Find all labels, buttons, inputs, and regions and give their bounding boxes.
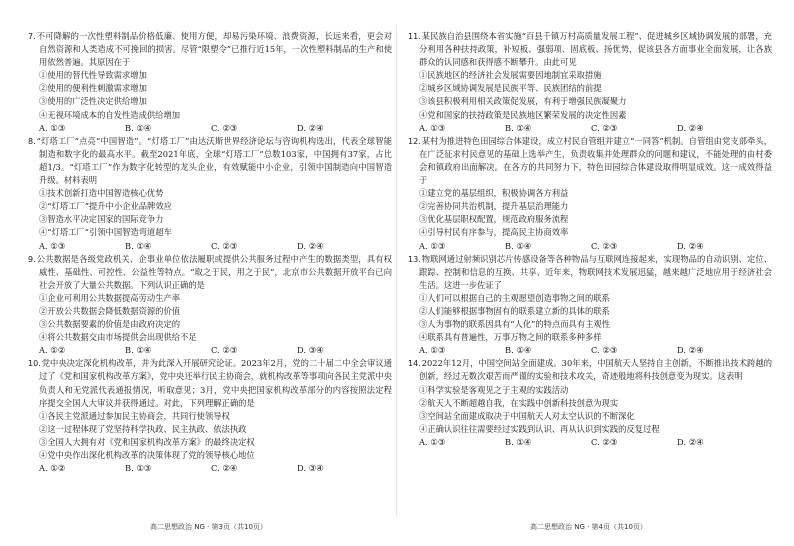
- statement-item: ③空间站全面建成取决于中国航天人对太空认识的不断深化: [419, 410, 635, 421]
- statement-item: ①使用的替代性导致需求增加: [39, 70, 147, 81]
- statement-item: ①技术创新打造中国智造核心优势: [39, 188, 164, 199]
- answer-option: C. ②③: [211, 122, 238, 133]
- question-block: [28, 357, 392, 475]
- question-stem: [28, 135, 392, 187]
- question-text: “灯塔工厂”点亮“中国智造”。“灯塔工厂”由达沃斯世界经济论坛与咨询机构选出，代表全球智能制造和数字化的最高水平。截至2021年底，全球“灯塔工厂”总数103家，中国拥有37家，占比超1/3。“灯塔工厂”作为数字化转型的龙头企业，有效赋能中小企业，引领中国制造向中国智造升级。材料表明: [36, 135, 392, 186]
- statement-item: ④正确认识往往需要经过实践到认识、再从认识到实践的反复过程: [419, 423, 660, 434]
- statement-item: ①科学实验是客观见之于主观的实践活动: [419, 384, 569, 395]
- question-number: 13.: [408, 254, 421, 264]
- answer-option: C. ②③: [591, 240, 618, 251]
- question-number: 8.: [28, 136, 36, 146]
- answer-option: D. ②④: [677, 345, 704, 356]
- right-column: [408, 30, 772, 449]
- statement-item: ①人们可以根据自己的主观愿望创造事物之间的联系: [419, 292, 610, 303]
- answer-option: C. ②③: [591, 122, 618, 133]
- answer-option: D. ②④: [677, 436, 704, 447]
- question-block: [408, 135, 772, 253]
- question-stem: [408, 253, 772, 292]
- question-text: 某民族自治县围绕本省实施“百县千镇万村高质量发展工程”、促进城乡区域协调发展的部署，充分利用各种扶持政策，补短板、强弱项、固底板、扬优势，促该县各方面事业全面发展，让各族群众的认同感和获得感不断攀升。由此可见: [419, 31, 772, 68]
- answer-option: B. ①④: [505, 436, 532, 447]
- question-block: [408, 357, 772, 449]
- statement-item: ②航天人不断超越自我，在实践中创新科技创意为现实: [419, 397, 619, 408]
- question-block: [408, 253, 772, 358]
- answer-option: D. ②④: [677, 122, 704, 133]
- question-number: 10.: [28, 359, 41, 369]
- answer-option: B. ①④: [505, 345, 532, 356]
- statement-item: ②开放公共数据会降低数据资源的价值: [39, 305, 181, 316]
- statement-item: ③使用的广泛性决定供给增加: [39, 96, 147, 107]
- answer-option: D. ②④: [677, 240, 704, 251]
- statement-item: ②人们能够根据事物固有的联系建立新的具体的联系: [419, 305, 610, 316]
- statement-item: ③公共数据要素的价值是由政府决定的: [39, 319, 181, 330]
- statement-item: ③优化基层职权配置，规范政府服务流程: [419, 214, 569, 225]
- answer-option: A. ①③: [419, 122, 446, 133]
- statement-item: ④将公共数据交由市场提供会出现供给不足: [39, 332, 197, 343]
- answer-options: [28, 122, 392, 135]
- answer-option: C. ②③: [591, 345, 618, 356]
- question-block: [28, 253, 392, 358]
- answer-option: C. ②④: [211, 463, 238, 474]
- statement-item: ④党中央作出深化机构改革的决策体现了党的领导核心地位: [39, 450, 255, 460]
- statement-item: ③智造水平决定国家的国际竞争力: [39, 214, 164, 225]
- answer-options: [408, 344, 772, 357]
- answer-option: A. ①③: [39, 240, 66, 251]
- statement-item: ③全国人大拥有对《党和国家机构改革方案》的最终决定权: [39, 436, 255, 447]
- question-stem: [28, 357, 392, 409]
- answer-option: C. ②③: [211, 240, 238, 251]
- answer-option: A. ①②: [39, 345, 66, 356]
- answer-option: B. ①④: [505, 122, 532, 133]
- statement-item: ①企业可利用公共数据提高劳动生产率: [39, 292, 181, 303]
- statement-item: ②这一过程体现了党坚持科学执政、民主执政、依法执政: [39, 423, 247, 434]
- statement-item: ④联系具有普遍性，万事万物之间的联系多种多样: [419, 332, 602, 343]
- answer-option: B. ①④: [125, 345, 152, 356]
- statement-item: ①建立党的基层组织，积极协调各方利益: [419, 188, 569, 199]
- question-stem: [408, 135, 772, 187]
- answer-option: A. ①③: [419, 345, 446, 356]
- answer-option: A. ①③: [39, 122, 66, 133]
- left-column: [28, 30, 392, 475]
- answer-option: A. ①②: [39, 463, 66, 474]
- statement-item: ③该县积极利用相关政策促发展，有利于增强民族凝聚力: [419, 96, 627, 107]
- answer-option: C. ②③: [591, 436, 618, 447]
- answer-option: C. ②③: [211, 345, 238, 356]
- answer-option: B. ①④: [125, 122, 152, 133]
- answer-option: D. ③④: [297, 463, 324, 474]
- answer-option: A. ①③: [419, 436, 446, 447]
- answer-option: D. ③④: [297, 345, 324, 356]
- statement-item: ②完善协同共治机制，提升基层治理能力: [419, 201, 569, 212]
- statement-item: ③人为事物的联系因具有“人化”的特点而具有主观性: [419, 319, 611, 330]
- answer-options: [408, 122, 772, 135]
- statement-item: ②使用的便利性刺激需求增加: [39, 83, 147, 94]
- answer-option: D. ②④: [297, 240, 324, 251]
- statement-item: ④无视环境成本的自发性造成供给增加: [39, 109, 181, 120]
- question-stem: [28, 253, 392, 292]
- question-number: 9.: [28, 254, 36, 264]
- answer-option: B. ①④: [125, 240, 152, 251]
- answer-options: [408, 436, 772, 449]
- question-stem: [28, 30, 392, 69]
- answer-options: [28, 462, 392, 475]
- statement-item: ②城乡区域协调发展是民族平等、民族团结的前提: [419, 83, 602, 94]
- statement-item: ①各民主党派通过参加民主协商会，共同行使领导权: [39, 410, 230, 421]
- question-text: 公共数据是各级党政机关、企事业单位依法履职或提供公共服务过程中产生的数据类型，具有权威性、基础性、可控性、公益性等特点。“取之于民，用之于民”，北京市公共数据开放平台已向社会开放了大量公共数据。下列认识正确的是: [36, 253, 392, 290]
- question-number: 14.: [408, 359, 421, 369]
- column-divider: [396, 26, 397, 516]
- question-number: 11.: [408, 32, 421, 41]
- answer-option: B. ①③: [125, 463, 152, 474]
- answer-option: B. ①④: [505, 240, 532, 251]
- question-block: [28, 30, 392, 135]
- question-number: 7.: [28, 32, 36, 41]
- answer-options: [28, 344, 392, 357]
- question-stem: [408, 357, 772, 383]
- question-text: 2022年12月，中国空间站全面建成。30年来，中国航天人坚持自主创新，不断推出技术跨越的创新，经过无数次艰苦而严谨的实验和技术攻关，奇迹般地将科技创意变为现实。这表明: [419, 358, 772, 382]
- statement-item: ④“灯塔工厂”引领中国智造弯道超车: [39, 227, 172, 238]
- answer-option: A. ①③: [419, 240, 446, 251]
- statement-item: ②“灯塔工厂”提升中小企业品牌效应: [39, 201, 172, 212]
- answer-option: D. ②④: [297, 122, 324, 133]
- question-text: 物联网通过射频识别芯片传感设备等各种物品与互联网连接起来，实现物品的自动识别、定位、跟踪、控制和信息的互换、共享、近年来，物联网技术发展迅猛，越来越广泛地应用于经济社会生活。这进一步佐证了: [419, 253, 772, 290]
- question-text: 某村为推进特色田园综合体建设，成立村民自管组并建立“一同答”机制。自管组由党支部牵头，在广泛征求村民意见的基础上选举产生，负责收集并处理群众的问题和建议，不能处理的由村委会和镇政府出面解决。在各方的共同努力下，特色田园综合体建设取得明显成效。这一成效得益于: [419, 135, 772, 186]
- question-block: [408, 30, 772, 135]
- page-footer-right: 高二思想政治 NG · 第4页（共10页）: [530, 523, 647, 531]
- statement-item: ④引导村民有序参与，提高民主协商效率: [419, 227, 569, 238]
- answer-options: [28, 240, 392, 253]
- statement-item: ④党和国家的扶持政策是民族地区繁荣发展的决定性因素: [419, 109, 627, 120]
- question-text: 不可降解的一次性塑料制品价格低廉、使用方便，却易污染环境、浪费资源，长远来看，更会对自然资源和人类造成不可挽回的损害。尽管“限塑令”已推行近15年，一次性塑料制品的生产和使用依然普遍。其原因在于: [36, 31, 392, 68]
- question-text: 党中央决定深化机构改革，并为此深入开展研究论证。2023年2月，党的二十届二中全会审议通过了《党和国家机构改革方案》，党中央还举行民主协商会，就机构改革等事项向各民主党派中央负责人和无党派代表通报情况，听取意见；3月，党中央把国家机构改革部分的内容按照法定程序提交全国人大审议并获得通过。对此，下列理解正确的是: [39, 358, 392, 408]
- question-block: [28, 135, 392, 253]
- question-number: 12.: [408, 136, 421, 146]
- answer-options: [408, 240, 772, 253]
- statement-item: ①民族地区的经济社会发展需要因地制宜采取措施: [419, 70, 602, 81]
- page-footer-left: 高二思想政治 NG · 第3页（共10页）: [150, 523, 267, 531]
- question-stem: [408, 30, 772, 69]
